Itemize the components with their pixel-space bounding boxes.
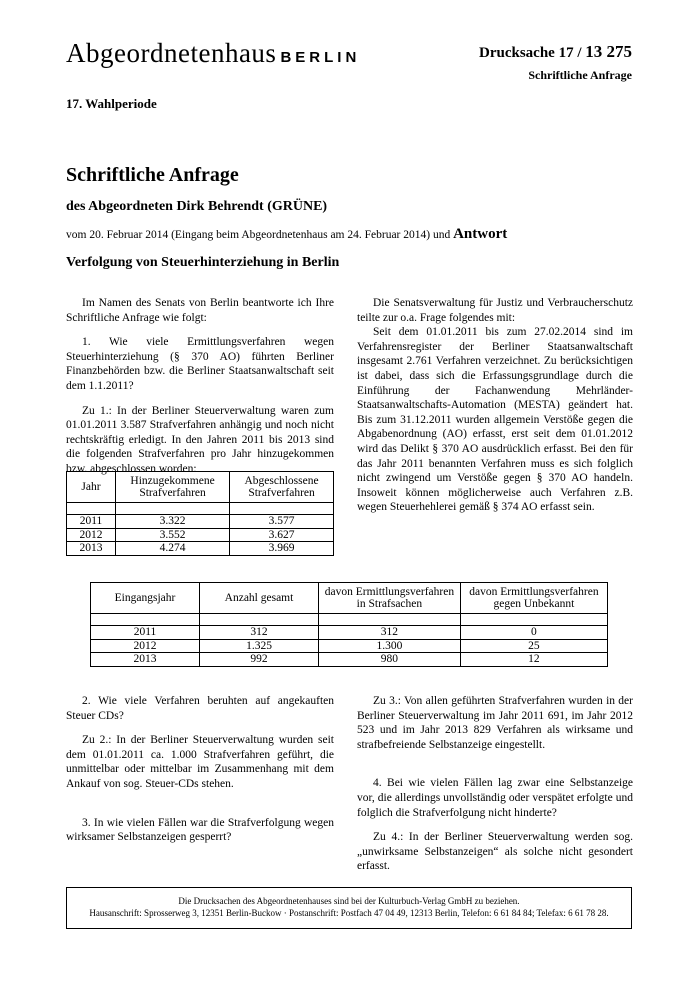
table-cell: 2013 [67, 542, 116, 556]
author-line: des Abgeordneten Dirk Behrendt (GRÜNE) [66, 199, 328, 214]
date-line [66, 226, 507, 243]
answer-1: Zu 1.: In der Berliner Steuerverwaltung waren zum 01.01.2011 3.587 Strafverfahren anhängig und noch nicht rechtskräftig erledigt. In den Jahren 2011 bis 2013 sind die folgenden Strafverfahren pro Jahr hinzugekommen bzw. abgeschlossen worden: [66, 404, 334, 475]
answer-4: Zu 4.: In der Berliner Steuerverwaltung werden sog. „unwirksame Selbstanzeigen“ als solche nicht gesondert erfasst. [357, 831, 633, 873]
answer-label: Antwort [453, 226, 508, 242]
table-cell: 2011 [91, 626, 200, 640]
table-cell: 3.322 [116, 515, 230, 529]
table-cell: 25 [460, 639, 607, 653]
left-column-bottom [66, 694, 334, 855]
question-1: 1. Wie viele Ermittlungsverfahren wegen Steuerhinterziehung (§ 370 AO) führten Berliner Finanzbehörden bzw. die Berliner Staatsanwaltschaft seit dem 1.1.2011? [66, 336, 334, 392]
document-number-block [479, 42, 632, 83]
doc-label: Drucksache 17 / [479, 45, 582, 61]
subject-heading: Verfolgung von Steuerhinterziehung in Berlin [66, 255, 340, 270]
table-cell: 2012 [91, 639, 200, 653]
table-cell: 1.325 [200, 639, 319, 653]
footer-box [66, 887, 632, 929]
table-row [91, 626, 608, 640]
right-column-top [357, 296, 633, 525]
question-3: 3. In wie vielen Fällen war die Strafverfolgung wegen wirksamer Selbstanzeigen gesperrt? [66, 816, 334, 844]
table-cell: 2013 [91, 653, 200, 667]
table-cell: 1.300 [319, 639, 461, 653]
table-cell: 4.274 [116, 542, 230, 556]
organization-name [66, 38, 360, 69]
table-cell: 312 [319, 626, 461, 640]
left-column-top [66, 296, 334, 487]
table-header-cell: Hinzugekommene Strafverfahren [116, 472, 230, 503]
footer-line-2: Hausanschrift: Sprosserweg 3, 12351 Berlin-Buckow · Postanschrift: Postfach 47 04 49, 12313 Berlin, Telefon: 6 61 84 84; Telefax: 6 61 78 28. [89, 908, 609, 918]
table-header-row [67, 472, 334, 503]
table-cell: 312 [200, 626, 319, 640]
table-cell: 2011 [67, 515, 116, 529]
table-cell: 0 [460, 626, 607, 640]
table-row [91, 639, 608, 653]
table-header-cell: davon Ermittlungsverfahren gegen Unbekannt [460, 583, 607, 614]
table-header-row [91, 583, 608, 614]
table-spacer-row [67, 503, 334, 515]
question-4: 4. Bei wie vielen Fällen lag zwar eine Selbstanzeige vor, die allerdings unvollständig oder verspätet erfolgte und folglich die Strafverfolgung nicht hinderte? [357, 777, 633, 819]
table-row [67, 528, 334, 542]
date-text: vom 20. Februar 2014 (Eingang beim Abgeordnetenhaus am 24. Februar 2014) und [66, 229, 451, 241]
entry-year-table [90, 582, 608, 667]
table-row [67, 542, 334, 556]
doc-type: Schriftliche Anfrage [528, 68, 632, 82]
table-cell: 3.627 [230, 528, 334, 542]
table-cell: 3.969 [230, 542, 334, 556]
table-cell: 992 [200, 653, 319, 667]
table-header-cell: Anzahl gesamt [200, 583, 319, 614]
right-column-bottom [357, 694, 633, 884]
table-spacer-row [91, 614, 608, 626]
org-city-text: BERLIN [280, 49, 361, 66]
table-cell: 12 [460, 653, 607, 667]
page-title: Schriftliche Anfrage [66, 164, 239, 186]
proceedings-table [66, 471, 334, 556]
table-cell: 3.552 [116, 528, 230, 542]
table-cell: 3.577 [230, 515, 334, 529]
table-header-cell: Abgeschlossene Strafverfahren [230, 472, 334, 503]
document-number [479, 42, 632, 62]
intro-paragraph: Im Namen des Senats von Berlin beantworte ich Ihre Schriftliche Anfrage wie folgt: [66, 297, 334, 324]
election-period: 17. Wahlperiode [66, 96, 157, 111]
table-cell: 980 [319, 653, 461, 667]
table-header-cell: Jahr [67, 472, 116, 503]
table-row [67, 515, 334, 529]
justice-intro: Die Senatsverwaltung für Justiz und Verbraucherschutz teilte zur o.a. Frage folgendes mit: [357, 297, 633, 324]
question-2: 2. Wie viele Verfahren beruhten auf angekauften Steuer CDs? [66, 695, 334, 722]
answer-2: Zu 2.: In der Berliner Steuerverwaltung wurden seit dem 01.01.2011 ca. 1.000 Strafverfahren geführt, die unmittelbar oder mittelbar im Zusammenhang mit dem Ankauf von sog. Steuer-CDs stehen. [66, 734, 334, 790]
org-name-text: Abgeordnetenhaus [66, 38, 277, 68]
table-cell: 2012 [67, 528, 116, 542]
table-header-cell: Eingangsjahr [91, 583, 200, 614]
table-header-cell: davon Ermittlungsverfahren in Strafsachen [319, 583, 461, 614]
footer-line-1: Die Drucksachen des Abgeordnetenhauses sind bei der Kulturbuch-Verlag GmbH zu beziehen. [178, 896, 520, 906]
table-row [91, 653, 608, 667]
justice-answer: Seit dem 01.01.2011 bis zum 27.02.2014 sind im Verfahrensregister der Berliner Staatsanwaltschaft insgesamt 2.761 Verfahren verzeichnet. Zu berücksichtigen ist dabei, dass sich die Erfassungsgrundlage durch die Einführung der Fachanwendung Mehrländer-Staatsanwaltschafts-Automation (MESTA) geändert hat. Bis zum 31.12.2011 wurden allgemein Verstöße gegen die Abgabenordnung (AO) erfasst, erst seit dem 01.01.2012 wird das Delikt § 370 AO ausdrücklich erfasst. Bei den für das Jahr 2011 benannten Verfahren muss es sich folglich nicht zwingend um Verstöße gegen § 370 AO handeln. Insoweit können möglicherweise auch Verfahren z.B. wegen Steuerhehlerei gemäß § 374 AO erfasst sein. [357, 326, 633, 514]
doc-number: 13 275 [585, 42, 632, 61]
answer-3: Zu 3.: Von allen geführten Strafverfahren wurden in der Berliner Steuerverwaltung im Jahr 2011 691, im Jahr 2012 523 und im Jahr 2013 829 Verfahren als wirksame und strafbefreiende Selbstanzeige eingestellt. [357, 695, 633, 751]
